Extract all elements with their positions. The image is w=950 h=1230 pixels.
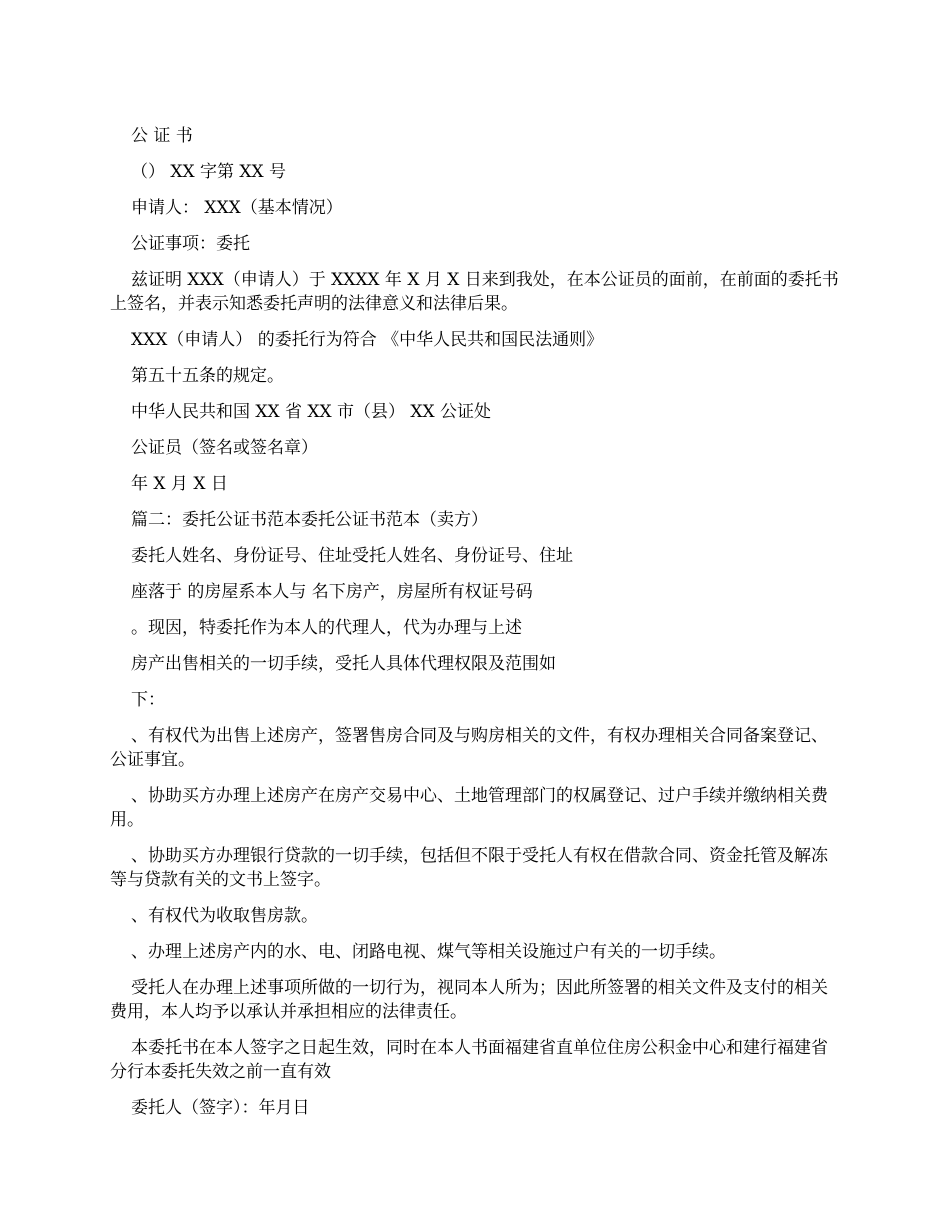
validity-paragraph: 本委托书在本人签字之日起生效，同时在本人书面福建省直单位住房公积金中心和建行福建省分行本委托失效之前一直有效 [110,1038,828,1082]
legal-article-line: 第五十五条的规定。 [131,366,284,386]
authority-item-sell: 、有权代为出售上述房产，签署售房合同及与购房相关的文件，有权办理相关合同备案登记、公证事宜。 [110,726,828,770]
legal-basis-line: XXX（申请人） 的委托行为符合 《中华人民共和国民法通则》 [131,330,604,350]
parties-line: 委托人姓名、身份证号、住址受托人姓名、身份证号、住址 [131,546,573,566]
notary-signature-line: 公证员（签名或签名章） [131,438,318,458]
authority-item-utilities: 、办理上述房产内的水、电、闭路电视、煤气等相关设施过户有关的一切手续。 [131,942,726,962]
property-location-line: 座落于 的房屋系本人与 名下房产，房屋所有权证号码 [131,582,533,602]
document-body [110,124,842,1132]
date-line: 年 X 月 X 日 [131,474,228,494]
applicant-line: 申请人： XXX（基本情况） [131,198,343,218]
notary-office-line: 中华人民共和国 XX 省 XX 市（县） XX 公证处 [131,402,492,422]
certificate-number: （） XX 字第 XX 号 [131,162,287,182]
notary-matter-line: 公证事项：委托 [131,234,250,254]
scope-colon-line: 下： [131,690,165,710]
liability-paragraph: 受托人在办理上述事项所做的一切行为，视同本人所为；因此所签署的相关文件及支付的相关费用，本人均予以承认并承担相应的法律责任。 [110,978,828,1022]
delegation-line: 。现因，特委托作为本人的代理人，代为办理与上述 [131,618,522,638]
authority-item-loan: 、协助买方办理银行贷款的一切手续，包括但不限于受托人有权在借款合同、资金托管及解冻等与贷款有关的文书上签字。 [110,846,828,890]
authority-item-collect: 、有权代为收取售房款。 [131,906,318,926]
section-two-heading: 篇二：委托公证书范本委托公证书范本（卖方） [131,510,488,530]
scope-line: 房产出售相关的一切手续，受托人具体代理权限及范围如 [131,654,556,674]
doc-title: 公 证 书 [131,126,193,146]
certification-paragraph: 兹证明 XXX（申请人）于 XXXX 年 X 月 X 日来到我处，在本公证员的面前，在前面的委托书上签名，并表示知悉委托声明的法律意义和法律后果。 [110,270,839,314]
authority-item-transfer: 、协助买方办理上述房产在房产交易中心、土地管理部门的权属登记、过户手续并缴纳相关费用。 [110,786,828,830]
principal-signature-line: 委托人（签字）：年月日 [131,1098,310,1118]
